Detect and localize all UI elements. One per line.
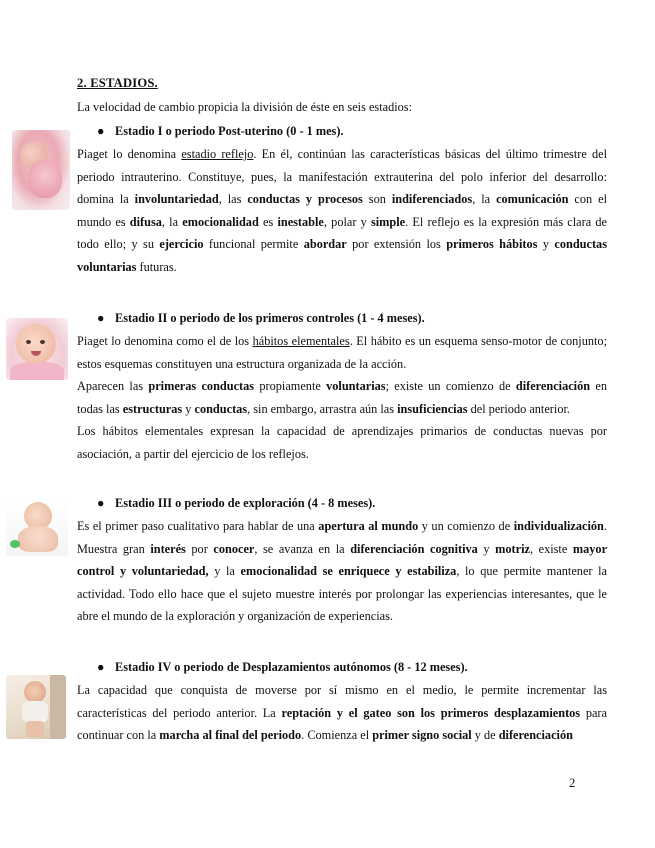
bullet-icon: ● — [97, 496, 105, 510]
stage-3-title: ● Estadio III o periodo de exploración (4 - 8 meses). — [97, 496, 376, 510]
bullet-icon: ● — [97, 660, 105, 674]
intro-text: La velocidad de cambio propicia la división de éste en seis estadios: — [77, 100, 412, 114]
baby-photo-stage-4 — [6, 675, 66, 739]
stage-1-title: ● Estadio I o periodo Post-uterino (0 - 1 mes). — [97, 124, 344, 138]
bullet-icon: ● — [97, 311, 105, 325]
baby-photo-stage-2 — [6, 318, 68, 380]
page-number: 2 — [569, 776, 576, 790]
stage-4-paragraph: La capacidad que conquista de moverse por sí mismo en el medio, le permite incrementar las características del periodo anterior. La reptación y el gateo son los primeros desplazamientos para continuar con la marcha al final del periodo. Comienza el primer signo social y de diferenciación — [77, 683, 607, 743]
stage-2-paragraph: Piaget lo denomina como el de los hábitos elementales. El hábito es un esquema senso-motor de conjunto; estos esquemas constituyen una estructura organizada de la acción. Aparecen las primeras conductas propiamente voluntarias; existe un comienzo de diferenciación en todas las estructuras y conductas, sin embargo, arrastra aún las insuficiencias del periodo anterior. Los hábitos elementales expresan la capacidad de aprendizajes primarios de conductas nuevas por asociación, a partir del ejercicio de los reflejos. — [77, 334, 608, 461]
section-heading: 2. ESTADIOS. — [77, 76, 158, 90]
baby-photo-stage-1 — [12, 130, 70, 210]
stage-2-title: ● Estadio II o periodo de los primeros controles (1 - 4 meses). — [97, 311, 425, 325]
baby-photo-stage-3 — [6, 498, 68, 556]
stage-1-paragraph: Piaget lo denomina estadio reflejo. En él, continúan las características básicas del último trimestre del periodo intrauterino. Constituye, pues, la manifestación extrauterina del polo inferior del desarrollo: domina la involuntariedad, las conductas y procesos son indiferenciados, la comunicación con el mundo es difusa, la emocionalidad es inestable, polar y simple. El reflejo es la expresión más clara de todo ello; y su ejercicio funcional permite abordar por extensión los primeros hábitos y conductas voluntarias futuras. — [77, 147, 607, 274]
stage-3-paragraph: Es el primer paso cualitativo para hablar de una apertura al mundo y un comienzo de individualización. Muestra gran interés por conocer, se avanza en la diferenciación cognitiva y motriz, existe mayor control y voluntariedad, y la emocionalidad se enriquece y estabiliza, lo que permite mantener la actividad. Todo ello hace que el sujeto muestre interés por prolongar las experiencias interesantes, que le abre el mundo de la exploración y organización de experiencias. — [77, 519, 608, 624]
stage-4-title: ● Estadio IV o periodo de Desplazamientos autónomos (8 - 12 meses). — [97, 660, 468, 674]
bullet-icon: ● — [97, 124, 105, 138]
